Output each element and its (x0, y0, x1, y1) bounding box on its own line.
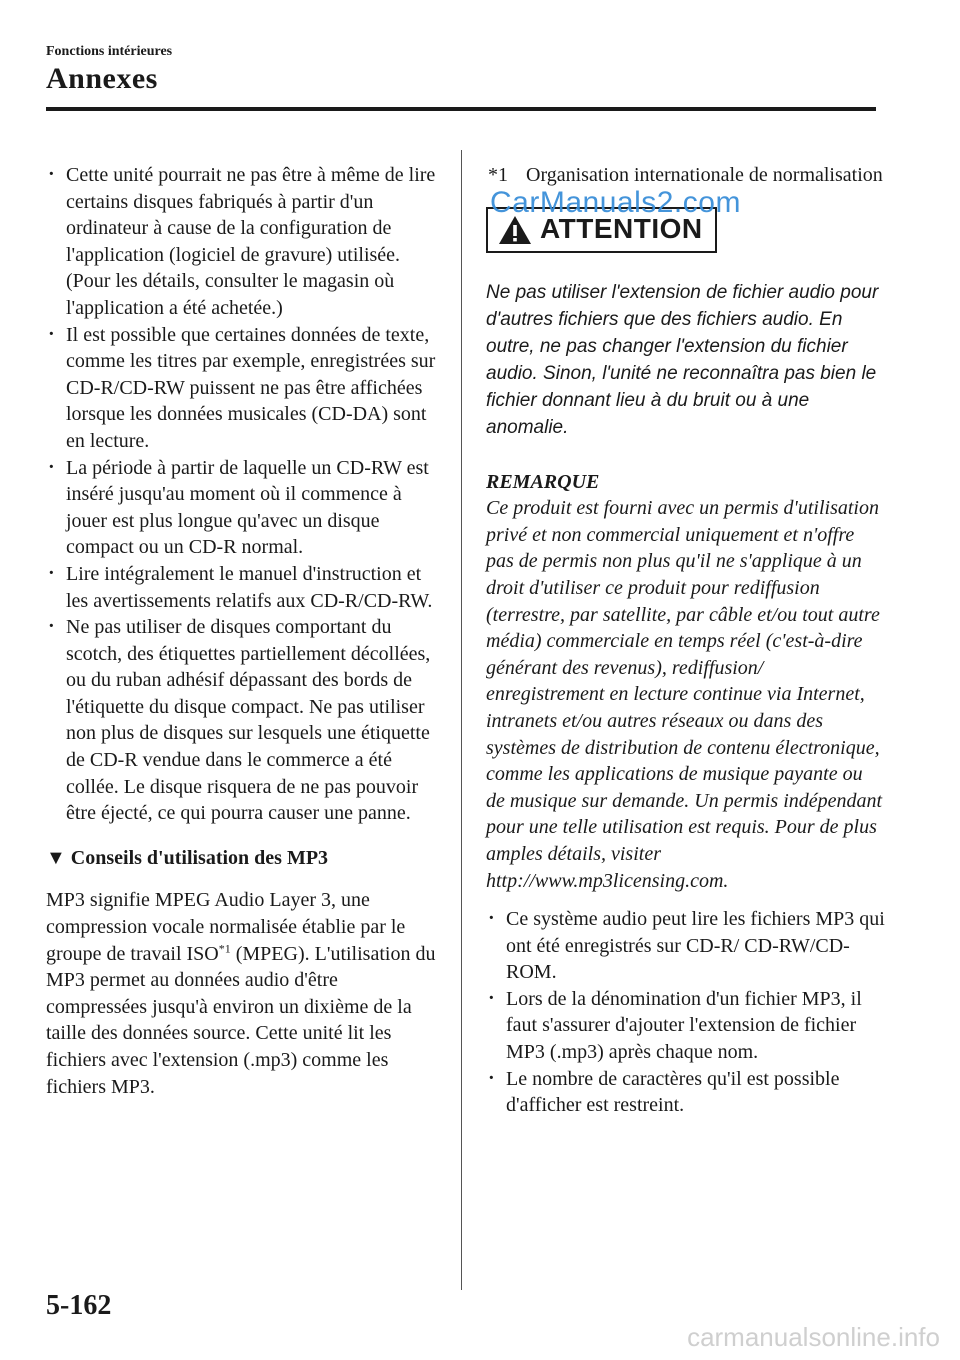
bullet-item: · Lors de la dénomination d'un fichier MP3, il faut s'assurer d'ajouter l'extension de fichier MP3 (.mp3) après chaque nom. (486, 986, 886, 1066)
bullet-item: · Il est possible que certaines données de texte, comme les titres par exemple, enregistrées sur CD-R/CD-RW puissent ne pas être affichées lorsque les données musicales (CD-DA) sont en lecture. (46, 322, 438, 455)
page-number: 5-162 (46, 1290, 112, 1321)
page-title: Annexes (46, 62, 158, 95)
footnote-mark: *1 (488, 164, 508, 186)
bullet-item: · Le nombre de caractères qu'il est possible d'afficher est restreint. (486, 1066, 886, 1119)
attention-text: Ne pas utiliser l'extension de fichier audio pour d'autres fichiers que des fichiers audio. En outre, ne pas changer l'extension du fichier audio. Sinon, l'unité ne reconnaîtra pas bien le fichier donnant lieu à du bruit ou à une anomalie. (486, 281, 879, 438)
bullet-item: · Cette unité pourrait ne pas être à même de lire certains disques fabriqués à partir d'un ordinateur à cause de la configuration de l'application (logiciel de gravure) utilisée. (Pour les détails, consulter le magasin où l'application a été achetée.) (46, 162, 438, 322)
bullet-item: · La période à partir de laquelle un CD-RW est inséré jusqu'au moment où il commence à jouer est plus longue qu'avec un disque compact ou un CD-R normal. (46, 455, 438, 561)
footer-site-link[interactable]: carmanualsonline.info (687, 1322, 940, 1352)
note-title: REMARQUE (486, 470, 600, 493)
attention-label: ATTENTION (540, 213, 703, 245)
section-label: Fonctions intérieures (46, 44, 173, 59)
header-rule (46, 107, 876, 111)
watermark: CarManuals2.com (490, 186, 741, 219)
column-divider (461, 150, 462, 1290)
note-body: Ce produit est fourni avec un permis d'utilisation privé et non commercial uniquement et n'offre pas de permis non plus qu'il ne s'applique à un droit d'utiliser ce produit pour rediffusion (terrestre, par satellite, par câble et/ou tout autre média) commerciale en temps réel (c'est-à-dire générant des revenus), rediffusion/ enregistrement en lecture continue via Internet, intranets et/ou autres réseaux ou dans des systèmes de distribution de contenu électronique, comme les applications de musique payante ou de musique sur demande. Un permis indépendant pour une telle utilisation est requis. Pour de plus amples détails, visiter http://www.mp3licensing.com. (486, 497, 883, 892)
mp3-paragraph-end: (MPEG). L'utilisation du MP3 permet au données audio d'être compressées jusqu'à environ un dixième de la taille des données source. Cette unité lit les fichiers avec l'extension (.mp3) comme les fichiers MP3. (46, 942, 436, 1098)
mp3-subheading: ▼ Conseils d'utilisation des MP3 (46, 846, 329, 869)
footnote-text: Organisation internationale de normalisation (526, 164, 883, 186)
footnote (486, 162, 886, 189)
bullet-item: · Lire intégralement le manuel d'instruction et les avertissements relatifs aux CD-R/CD-RW. (46, 561, 438, 614)
mp3-paragraph-start: MP3 signifie MPEG Audio Layer 3, une compression vocale normalisée établie par le groupe de travail ISO (46, 889, 406, 965)
mp3-paragraph (46, 887, 438, 1100)
bullet-item: · Ce système audio peut lire les fichiers MP3 qui ont été enregistrés sur CD-R/ CD-RW/CD-ROM. (486, 906, 886, 986)
bullet-item: · Ne pas utiliser de disques comportant du scotch, des étiquettes partiellement décollées, ou du ruban adhésif dépassant des bords de l'étiquette du disque compact. Ne pas utiliser non plus de disques sur lesquels une étiquette de CD-R vendue dans le commerce a été collée. Le disque risquera de ne pas pouvoir être éjecté, ce qui pourra causer une panne. (46, 614, 438, 827)
left-column (46, 162, 438, 1100)
footnote-ref: *1 (218, 940, 231, 955)
right-column (486, 162, 886, 1119)
